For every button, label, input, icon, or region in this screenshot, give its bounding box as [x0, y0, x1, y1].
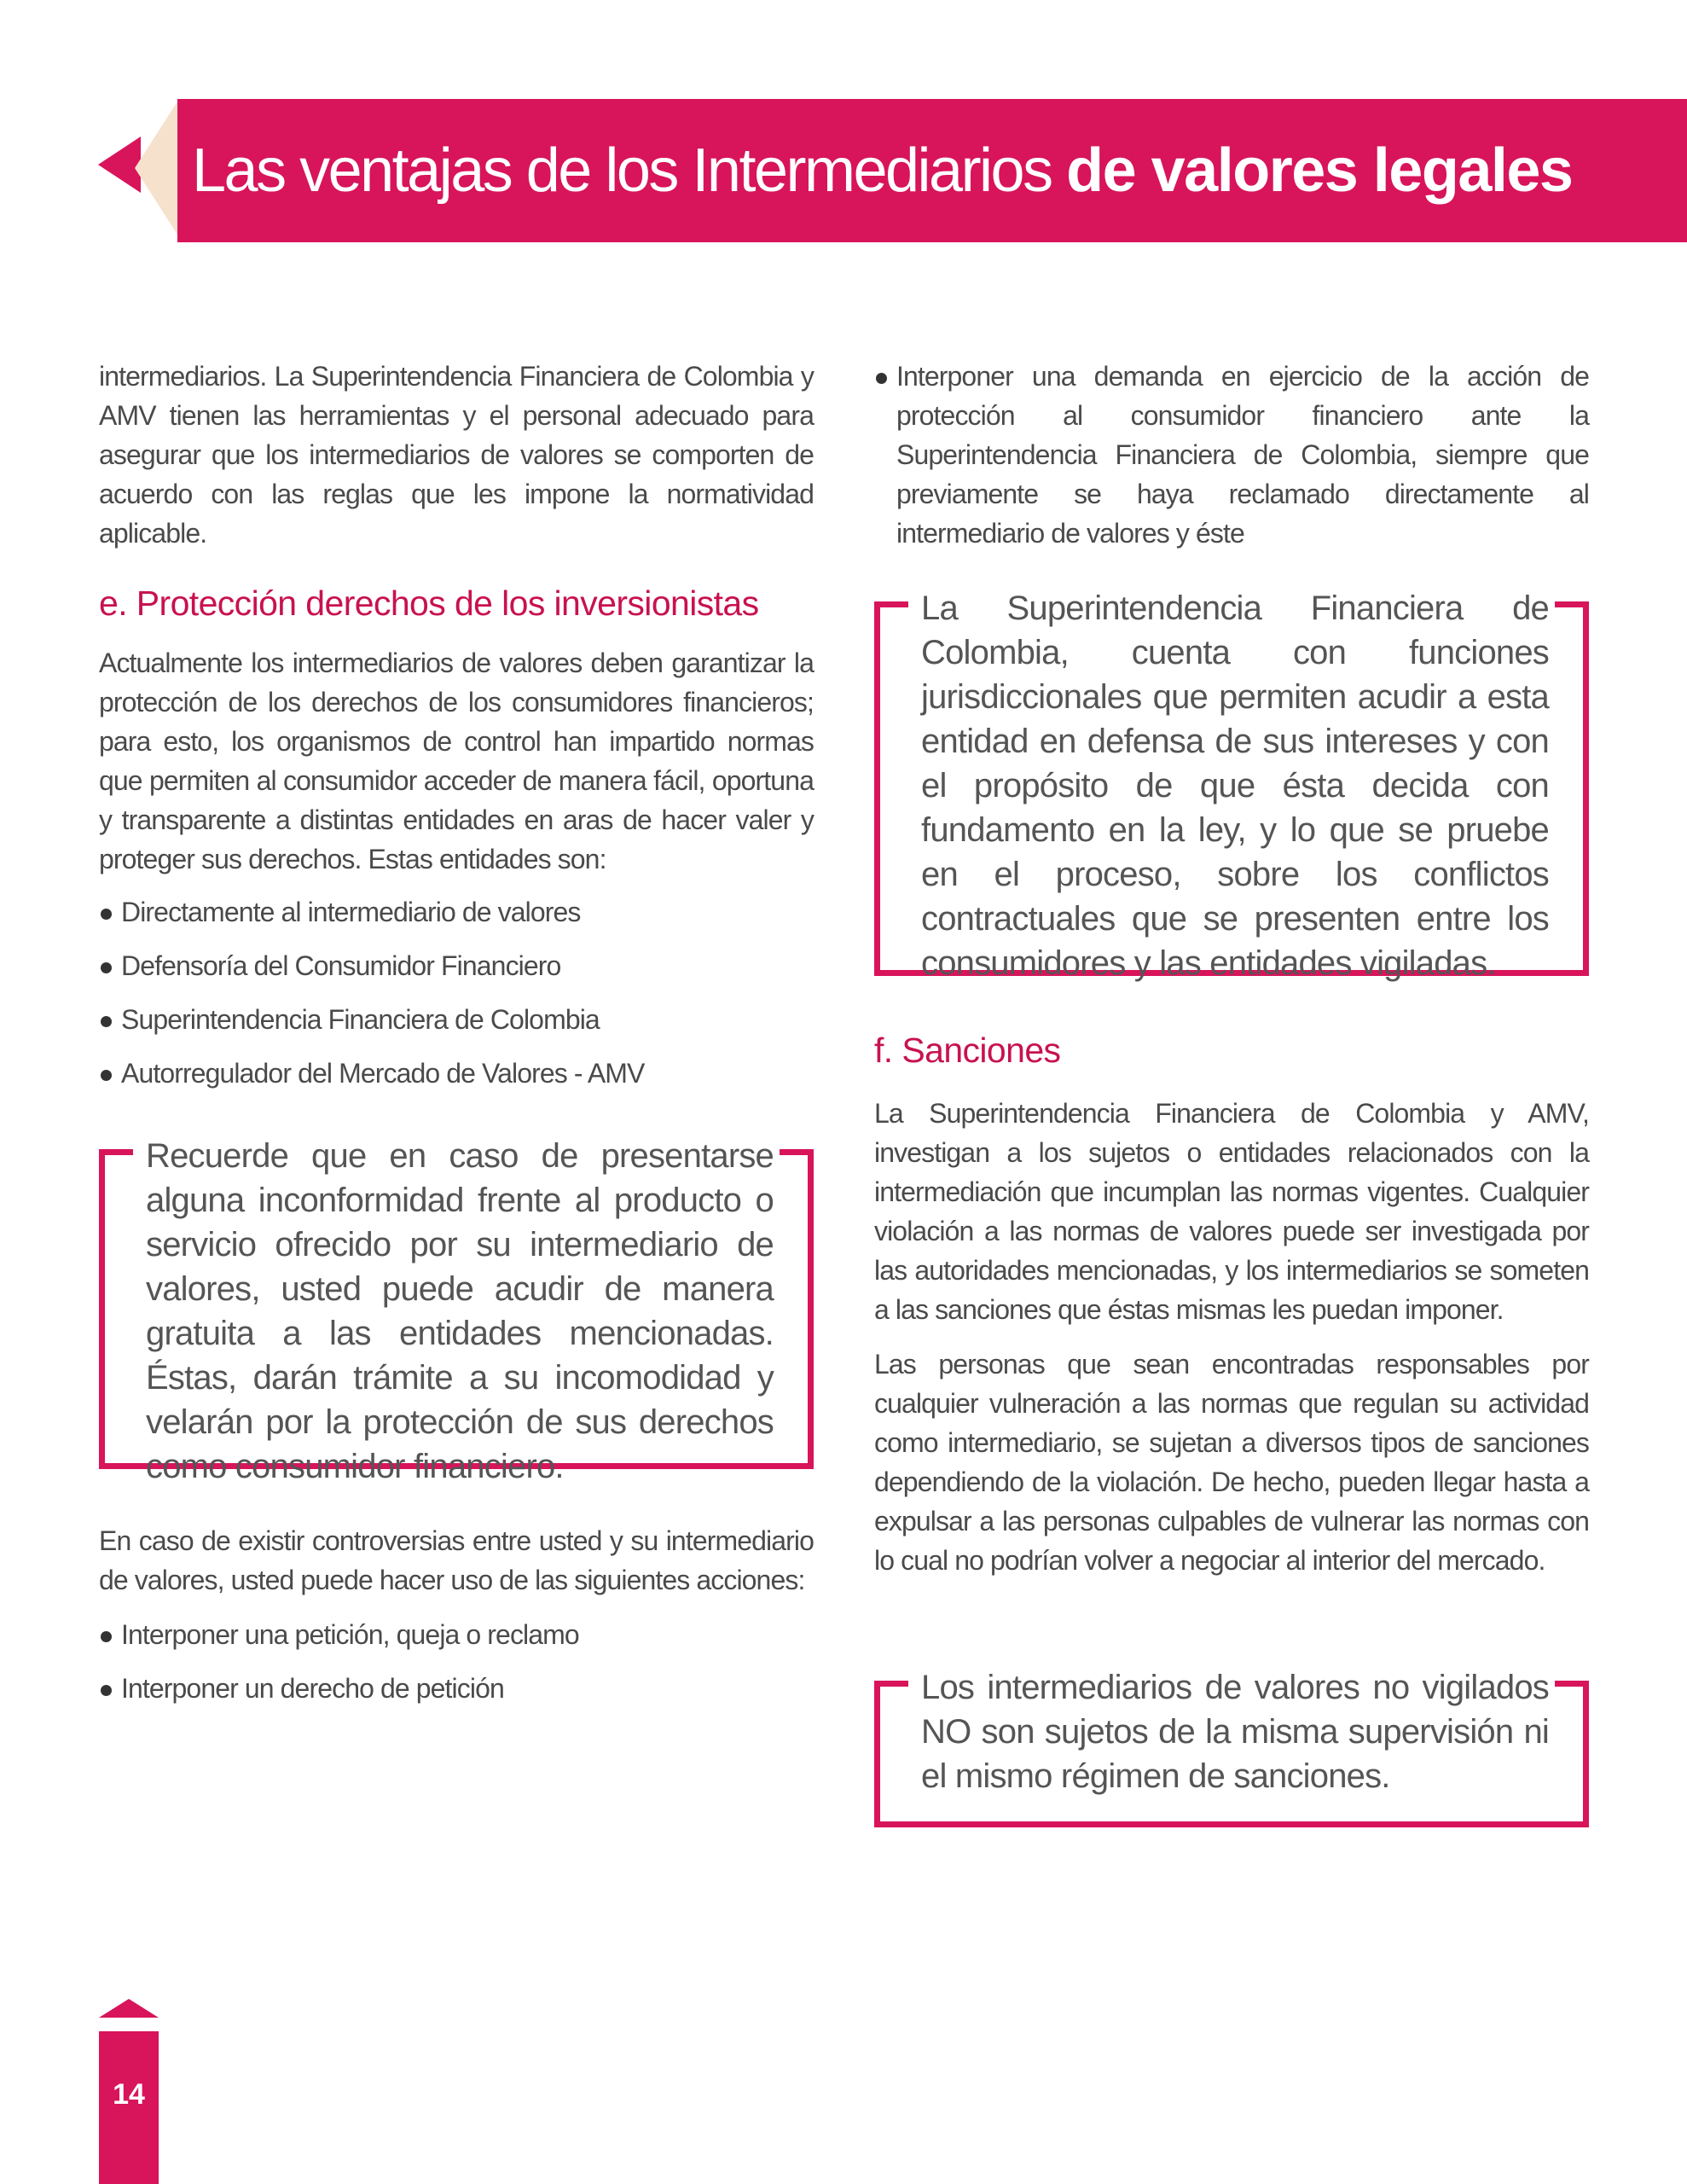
entities-list: [99, 892, 814, 1093]
controversies-paragraph: En caso de existir controversias entre usted y su intermediario de valores, usted puede hacer uso de las siguientes acciones:: [99, 1525, 814, 1595]
page-number-tab-tip: [99, 1999, 159, 2018]
list-item: Interponer una petición, queja o reclamo: [99, 1615, 814, 1654]
right-column: [874, 357, 1589, 567]
left-column-lower: [99, 1521, 814, 1722]
section-f-heading: f. Sanciones: [874, 1031, 1061, 1070]
list-item: Directamente al intermediario de valores: [99, 892, 814, 932]
page-title-bold: de valores legales: [1066, 136, 1573, 205]
right-column-lower: [874, 1029, 1589, 1580]
header-pencil-wood: [135, 99, 179, 237]
list-item: Defensoría del Consumidor Financiero: [99, 946, 814, 985]
section-f-paragraph-1: La Superintendencia Financiera de Colombia y AMV, investigan a los sujetos o entidades relacionados con la intermediación que incumplan las normas vigentes. Cualquier violación a las normas de valores puede ser investigada por las autoridades mencionadas, y los intermediarios se someten a las sanciones que éstas mismas les puedan imponer.: [874, 1098, 1589, 1325]
callout-text: Recuerde que en caso de presentarse alguna inconformidad frente al producto o servicio ofrecido por su intermediario de valores, usted puede acudir de manera gratuita a las entidades mencionadas. Éstas, darán trámite a su incomodidad y velarán por la protección de sus derechos como consumidor financiero.: [146, 1137, 774, 1485]
list-item: Interponer una demanda en ejercicio de la acción de protección al consumidor financiero ante la Superintendencia Financiera de Colombia, siempre que previamente se haya reclamado directamente al intermediario de valores y éste: [874, 357, 1589, 553]
section-e-heading: e. Protección derechos de los inversionistas: [99, 584, 759, 623]
page-title-light: Las ventajas de los Intermediarios: [192, 136, 1067, 205]
section-e-paragraph: Actualmente los intermediarios de valores deben garantizar la protección de los derechos de los consumidores financieros; para esto, los organismos de control han impartido normas que permiten al consumidor acceder de manera fácil, oportuna y transparente a distintas entidades en aras de hacer valer y proteger sus derechos. Estas entidades son:: [99, 648, 814, 874]
page-number: 14: [113, 2078, 145, 2111]
actions-list: [99, 1615, 814, 1708]
actions-list-continued: [874, 357, 1589, 553]
list-item: Interponer un derecho de petición: [99, 1669, 814, 1708]
callout-box-reminder: [99, 1137, 814, 1485]
callout-box-jurisdiction: [874, 590, 1589, 982]
intro-paragraph: intermediarios. La Superintendencia Financiera de Colombia y AMV tienen las herramientas y el personal adecuado para asegurar que los intermediarios de valores se comporten de acuerdo con las reglas que les impone la normatividad aplicable.: [99, 361, 814, 549]
left-column: [99, 357, 814, 1107]
section-f-paragraph-2: Las personas que sean encontradas responsables por cualquier vulneración a las normas que regulan su actividad como intermediario, se sujetan a diversos tipos de sanciones dependiendo de la violación. De hecho, pueden llegar hasta a expulsar a las personas culpables de vulnerar las normas con lo cual no podrían volver a negociar al interior del mercado.: [874, 1349, 1589, 1576]
page-title: [192, 99, 1572, 242]
callout-box-sanctions: [874, 1669, 1589, 1827]
list-item: Superintendencia Financiera de Colombia: [99, 1000, 814, 1039]
list-item: Autorregulador del Mercado de Valores - AMV: [99, 1054, 814, 1093]
callout-text: Los intermediarios de valores no vigilados NO son sujetos de la misma supervisión ni el mismo régimen de sanciones.: [921, 1669, 1549, 1795]
callout-text: La Superintendencia Financiera de Colombia, cuenta con funciones jurisdiccionales que permiten acudir a esta entidad en defensa de sus intereses y con el propósito de que ésta decida con fundamento en la ley, y lo que se pruebe en el proceso, sobre los conflictos contractuales que se presenten entre los consumidores y las entidades vigiladas.: [921, 590, 1549, 982]
